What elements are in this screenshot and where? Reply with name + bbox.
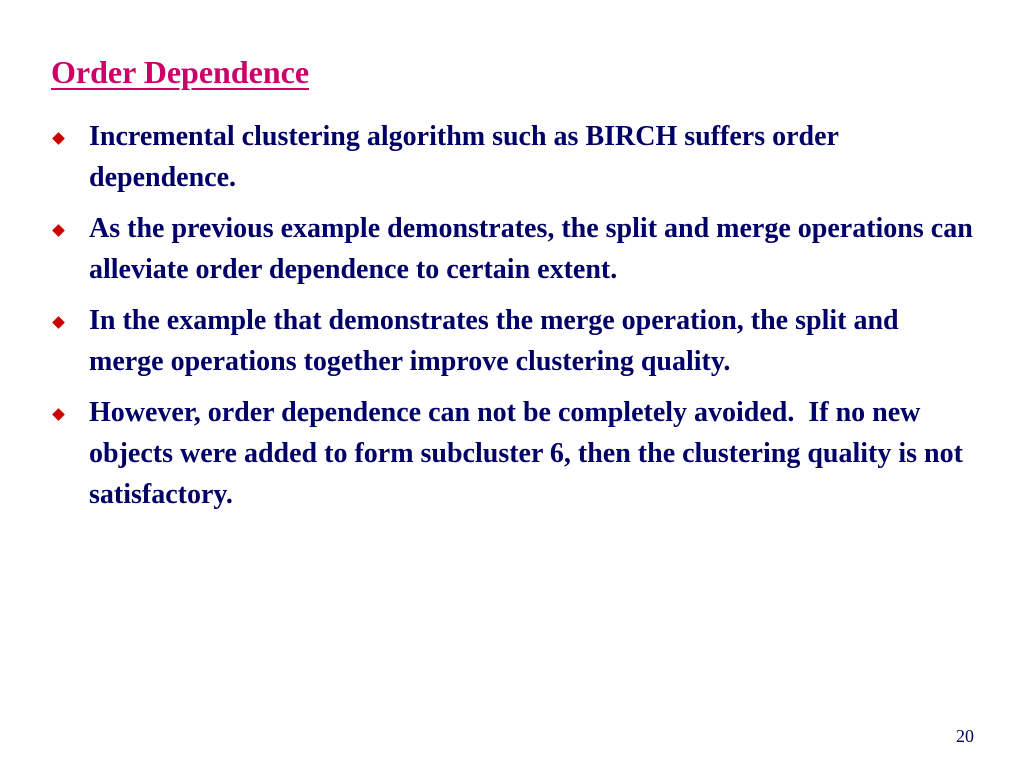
page-number: 20	[956, 726, 974, 746]
bullet-item-3	[50, 300, 980, 382]
bullet-text-2: As the previous example demonstrates, the split and merge operations can alleviate order dependence to certain extent.	[89, 213, 980, 285]
bullet-item-2	[50, 208, 980, 290]
diamond-bullet-icon	[52, 132, 65, 145]
slide-title: Order Dependence	[51, 54, 310, 90]
bullet-list	[50, 116, 980, 525]
bullet-item-4	[50, 392, 980, 515]
diamond-bullet-icon	[52, 316, 65, 329]
diamond-bullet-icon	[52, 408, 65, 421]
bullet-text-4: However, order dependence can not be completely avoided. If no new objects were added to form subcluster 6, then the clustering quality is not satisfactory.	[89, 397, 970, 510]
bullet-text-3: In the example that demonstrates the merge operation, the split and merge operations together improve clustering quality.	[89, 305, 906, 377]
bullet-text-1: Incremental clustering algorithm such as BIRCH suffers order dependence.	[89, 121, 846, 193]
bullet-item-1	[50, 116, 980, 198]
diamond-bullet-icon	[52, 224, 65, 237]
